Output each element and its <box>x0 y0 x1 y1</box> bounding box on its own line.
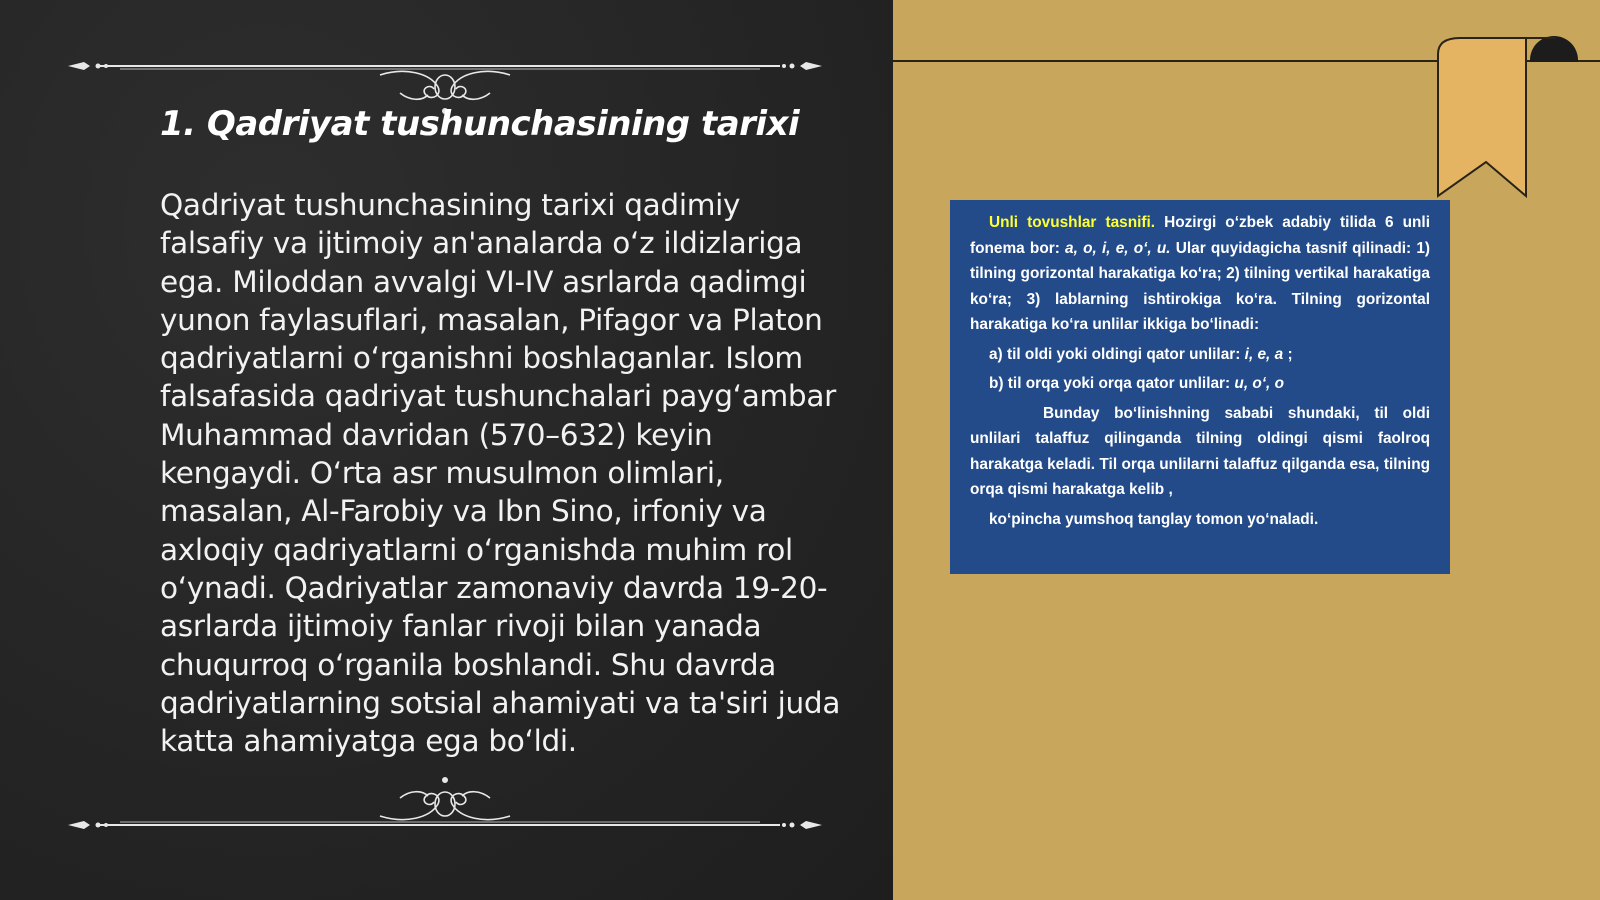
info-paragraph-intro: Unli tovushlar tasnifi. Hozirgi oʻzbek adabiy tilida 6 unli fonema bor: a, o, i, e, oʻ, u. Ular quyidagicha tasnif qilinadi: 1) tilning gorizontal harakatiga koʻra; 2) tilning vertikal harakatiga koʻra; 3) lablarning ishtirokiga koʻra. Tilning gorizontal harakatiga koʻra unlilar ikkiga boʻlinadi: <box>970 214 1430 333</box>
info-paragraph-explanation: Bunday boʻlinishning sababi shundaki, til oldi unlilari talaffuz qilinganda tilning oldingi qismi faolroq harakatga keladi. Til orqa unlilarni talaffuz qilganda esa, tilning orqa qismi harakatga kelib , <box>970 404 1430 498</box>
ribbon-bookmark-icon <box>1430 34 1600 202</box>
info-paragraph-conclusion: koʻpincha yumshoq tanglay tomon yoʻnaladi. <box>989 510 1319 528</box>
info-list-item-front-vowels: a) til oldi yoki oldingi qator unlilar: i, e, a ; <box>989 345 1293 363</box>
bottom-flourish-divider-icon <box>60 770 830 840</box>
slide-title: 1. Qadriyat tushunchasining tarixi <box>160 104 800 144</box>
info-heading: Unli tovushlar tasnifi. <box>989 214 1156 231</box>
slide-body-text: Qadriyat tushunchasining tarixi qadimiy falsafiy va ijtimoiy an'analarda oʻz ildizlariga ega. Miloddan avvalgi VI-IV asrlarda qadimgi yunon faylasuflari, masalan, Pifagor va Platon qadriyatlarni oʻrganishni boshlaganlar. Islom falsafasida qadriyat tushunchalari paygʻambar Muhammad davridan (570–632) keyin kengaydi. Oʻrta asr musulmon olimlari, masalan, Al-Farobiy va Ibn Sino, irfoniy va axloqiy qadriyatlarni oʻrganishda muhim rol oʻynadi. Qadriyatlar zamonaviy davrda 19-20-asrlarda ijtimoiy fanlar rivoji bilan yanada chuqurroq oʻrganila boshlandi. Shu davrda qadriyatlarning sotsial ahamiyati va ta'siri juda katta ahamiyatga ega boʻldi. <box>160 188 841 759</box>
vowel-classification-box <box>950 200 1450 574</box>
info-list-item-back-vowels: b) til orqa yoki orqa qator unlilar: u, oʻ, o <box>989 375 1285 392</box>
